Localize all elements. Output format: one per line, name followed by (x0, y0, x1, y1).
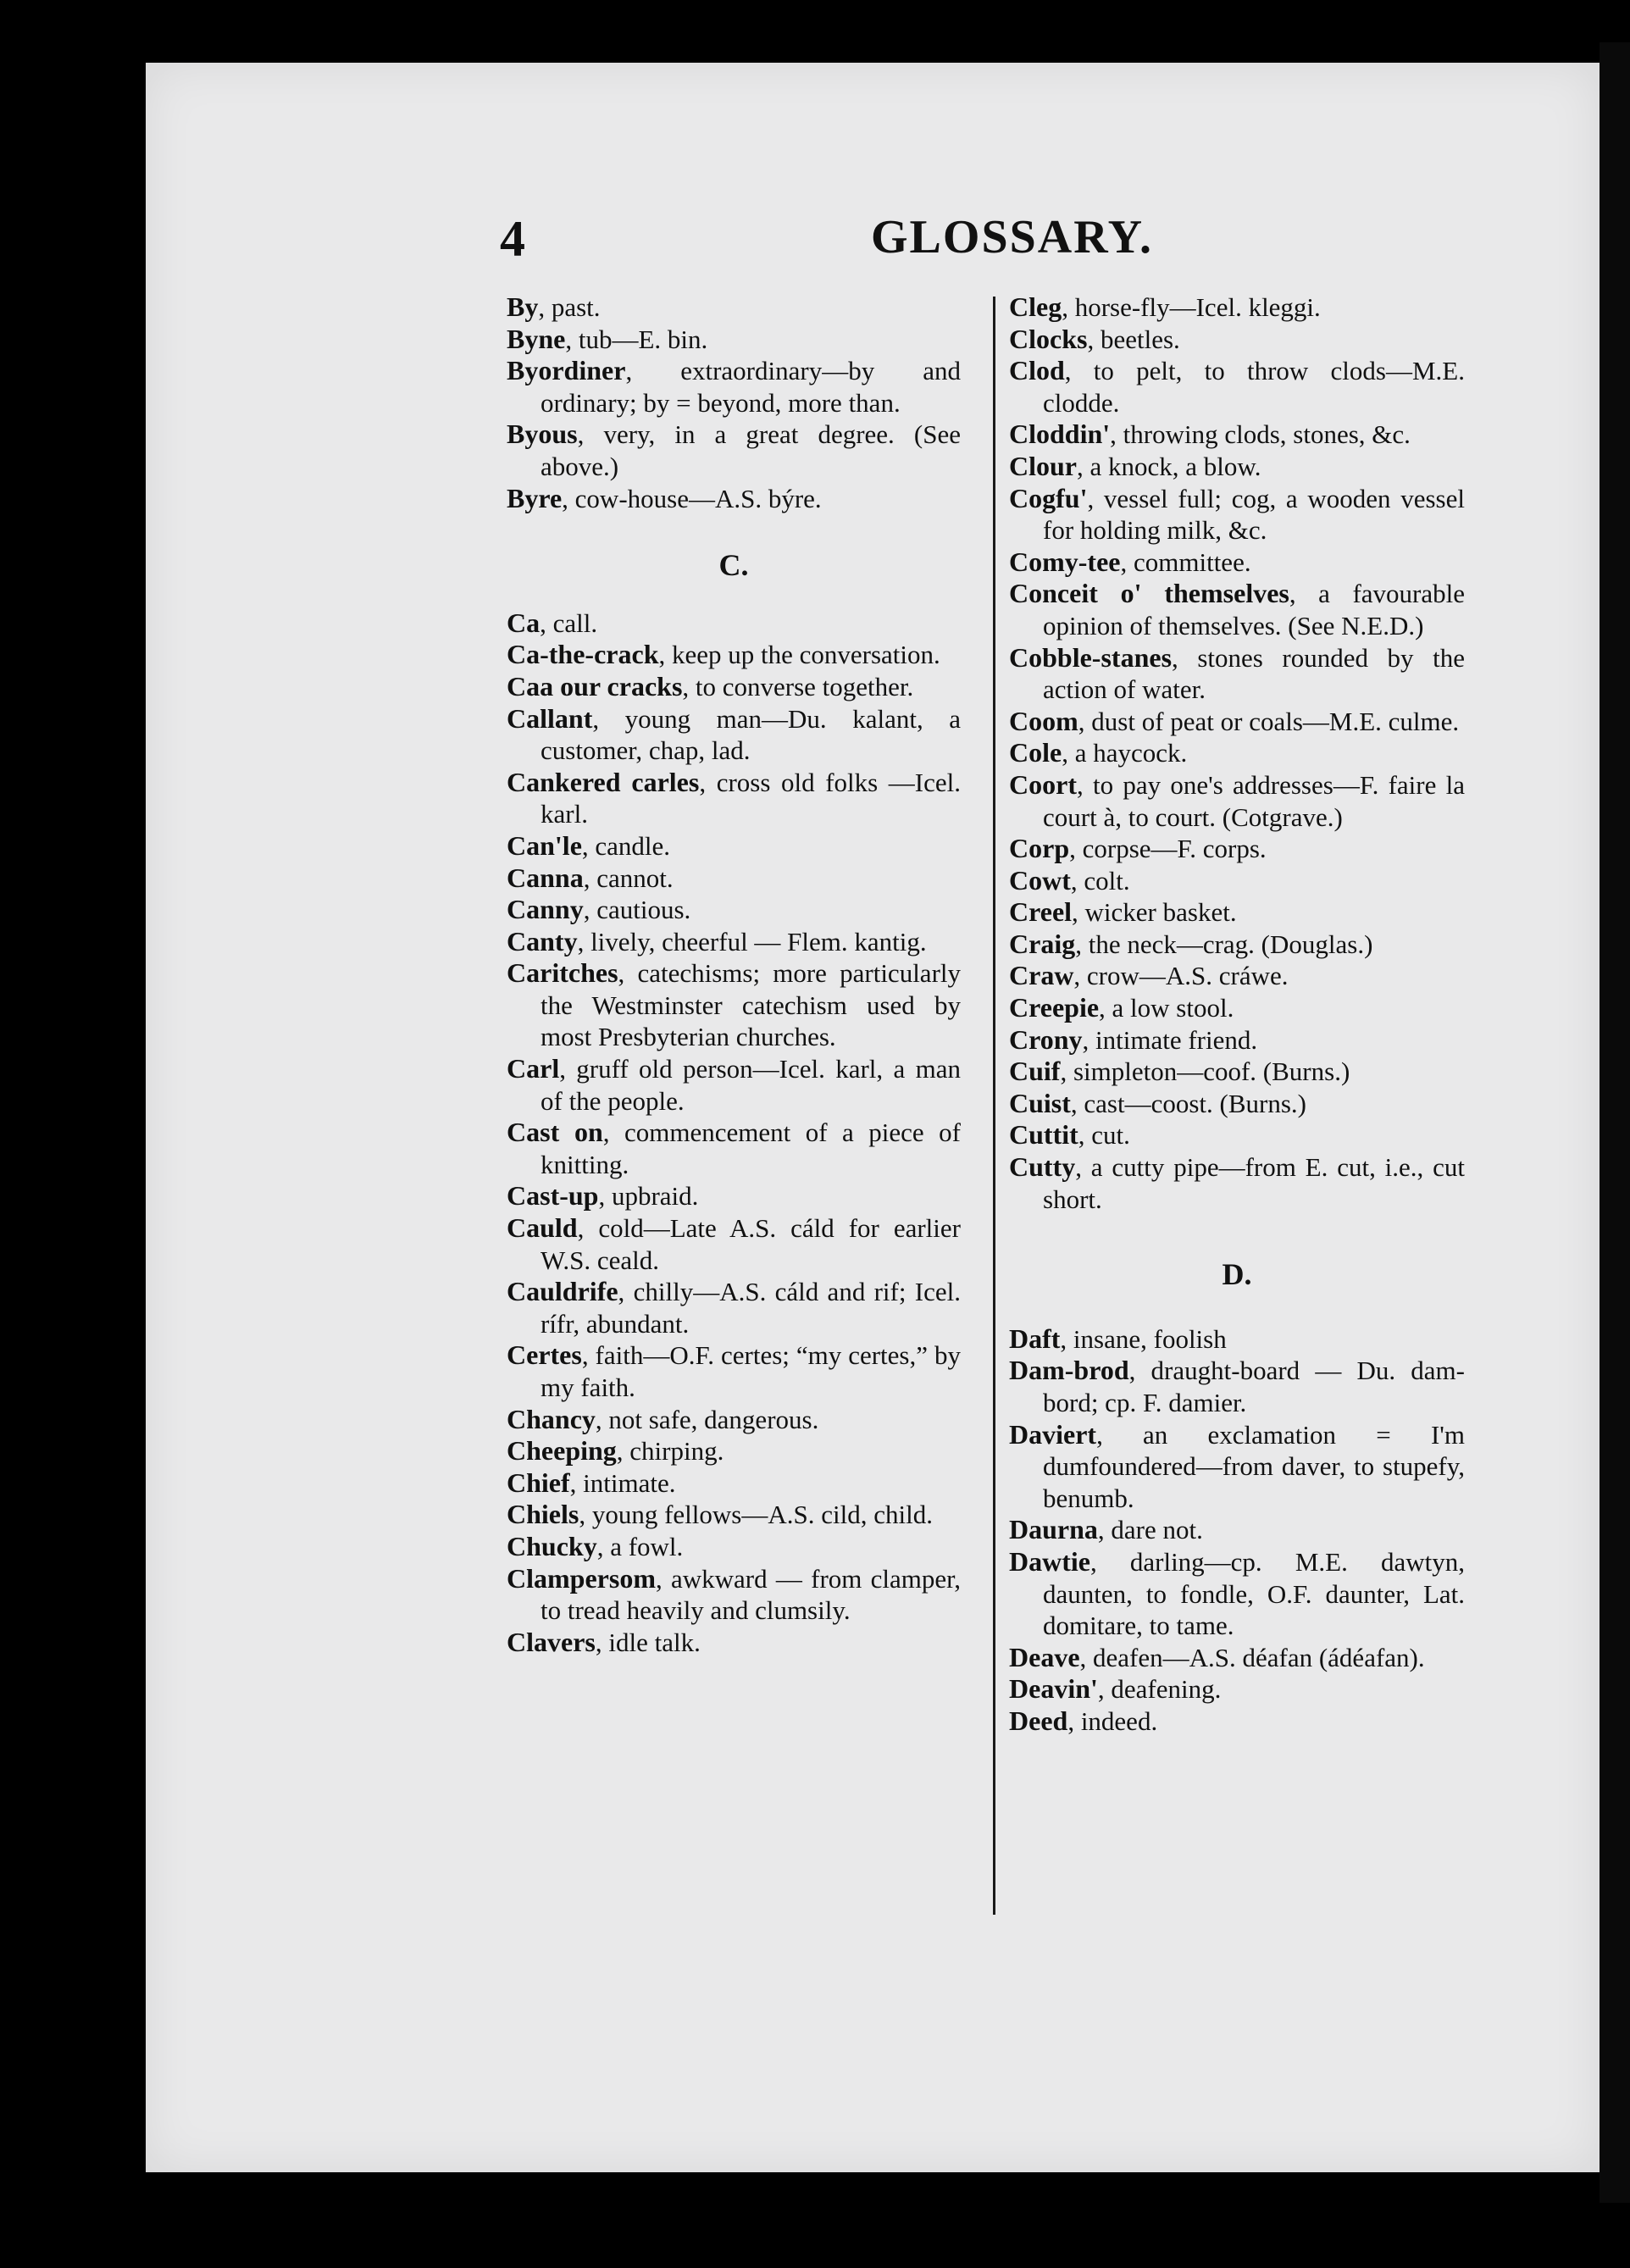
headword: Creepie (1009, 992, 1100, 1023)
glossary-entry (507, 607, 961, 640)
glossary-entry (1009, 865, 1465, 897)
definition: , cautious. (583, 895, 691, 925)
glossary-entry (1009, 1355, 1465, 1418)
definition: , corpse—F. corps. (1069, 834, 1267, 864)
headword: Ca (507, 607, 541, 638)
definition: , indeed. (1067, 1705, 1158, 1736)
glossary-entry (507, 767, 961, 830)
headword: Clocks (1009, 323, 1088, 354)
definition: , call. (540, 607, 598, 638)
headword: Cowt (1009, 864, 1071, 896)
definition: , cut. (1078, 1120, 1130, 1151)
definition: , idle talk. (595, 1627, 701, 1657)
glossary-entry (1009, 642, 1465, 706)
definition: , gruff old person—Icel. karl, a man of the people. (541, 1054, 961, 1116)
page-edge-shadow (1600, 42, 1630, 2203)
headword: Cankered carles (507, 766, 700, 797)
definition: , beetles. (1087, 324, 1180, 354)
definition: , commencement of a piece of knitting. (541, 1117, 962, 1179)
left-column (507, 291, 961, 1658)
headword: Creel (1009, 896, 1073, 928)
glossary-entry (1009, 355, 1465, 419)
glossary-entry (1009, 737, 1465, 769)
headword: Craig (1009, 928, 1076, 959)
glossary-entry (507, 894, 961, 926)
headword: Ca-the-crack (507, 639, 659, 670)
page-header: GLOSSARY. (871, 211, 1153, 263)
definition: , lively, cheerful — Flem. kantig. (577, 926, 927, 957)
glossary-entry (507, 1467, 961, 1500)
headword: Callant (507, 702, 593, 734)
headword: Dawtie (1009, 1545, 1090, 1577)
headword: Chiels (507, 1499, 579, 1530)
headword: Clavers (507, 1626, 596, 1657)
glossary-entry (1009, 1119, 1465, 1151)
glossary-entry (1009, 451, 1465, 483)
headword: Dam-brod (1009, 1355, 1129, 1386)
entry-list-b (507, 291, 961, 514)
definition: , simpleton—coof. (Burns.) (1060, 1056, 1350, 1087)
headword: Cogfu' (1009, 482, 1088, 513)
headword: Chief (507, 1467, 570, 1498)
glossary-entry (1009, 1673, 1465, 1705)
glossary-entry (507, 1499, 961, 1531)
definition: , keep up the conversation. (658, 640, 940, 670)
definition: , extraordinary—by and ordinary; by = beyond, more than. (541, 356, 961, 418)
glossary-entry (507, 1627, 961, 1659)
glossary-entry (507, 1404, 961, 1436)
glossary-entry (1009, 992, 1465, 1024)
glossary-entry (507, 957, 961, 1053)
glossary-entry (507, 419, 961, 482)
column-divider (993, 297, 995, 1915)
definition: , crow—A.S. cráwe. (1073, 961, 1289, 991)
headword: Cuif (1009, 1056, 1061, 1087)
entry-list-d (1009, 1323, 1465, 1738)
headword: Canny (507, 894, 584, 925)
glossary-entry (1009, 578, 1465, 641)
headword: Conceit o' themselves (1009, 578, 1289, 609)
definition: , tub—E. bin. (565, 324, 708, 354)
definition: , a cutty pipe—from E. cut, i.e., cut short. (1043, 1152, 1465, 1214)
glossary-entry (507, 830, 961, 862)
glossary-entry (1009, 1323, 1465, 1356)
entry-list-c (507, 607, 961, 1659)
definition: , draught-board — Du. dam-bord; cp. F. damier. (1043, 1356, 1465, 1417)
definition: , cast—coost. (Burns.) (1070, 1088, 1306, 1118)
definition: , dare not. (1097, 1515, 1203, 1545)
headword: Deed (1009, 1705, 1068, 1736)
definition: , vessel full; cog, a wooden vessel for holding milk, &c. (1043, 483, 1465, 546)
headword: Crony (1009, 1023, 1083, 1055)
headword: Caritches (507, 957, 618, 989)
definition: , to converse together. (682, 671, 914, 701)
glossary-entry (1009, 1419, 1465, 1515)
glossary-entry (507, 639, 961, 671)
glossary-entry (507, 1276, 961, 1339)
headword: By (507, 291, 539, 322)
definition: , cow-house—A.S. býre. (562, 483, 822, 513)
headword: Daurna (1009, 1514, 1098, 1545)
section-heading-d: D. (1222, 1257, 1252, 1292)
definition: , stones rounded by the action of water. (1043, 642, 1465, 705)
glossary-entry (1009, 929, 1465, 961)
headword: Canty (507, 925, 578, 957)
glossary-entry (507, 1339, 961, 1403)
headword: Corp (1009, 833, 1070, 864)
glossary-entry (507, 355, 961, 419)
glossary-entry (507, 291, 961, 324)
headword: Comy-tee (1009, 546, 1121, 577)
headword: Daviert (1009, 1418, 1097, 1450)
glossary-entry (1009, 291, 1465, 324)
definition: , a fowl. (596, 1531, 684, 1561)
glossary-entry (1009, 706, 1465, 738)
glossary-entry (1009, 769, 1465, 833)
glossary-entry (507, 1563, 961, 1627)
definition: , a haycock. (1062, 738, 1188, 768)
glossary-entry (1009, 833, 1465, 865)
headword: Caa our cracks (507, 670, 683, 701)
headword: Byre (507, 482, 563, 513)
glossary-entry (1009, 483, 1465, 546)
headword: Chucky (507, 1530, 597, 1561)
headword: Byne (507, 323, 566, 354)
headword: Cloddin' (1009, 419, 1111, 450)
definition: , a low stool. (1099, 993, 1234, 1023)
section-heading-c: C. (718, 548, 749, 583)
definition: , a knock, a blow. (1077, 451, 1261, 481)
glossary-entry (1009, 896, 1465, 929)
headword: Coort (1009, 768, 1077, 800)
definition: , cold—Late A.S. cáld for earlier W.S. ceald. (541, 1213, 961, 1275)
glossary-entry (507, 862, 961, 895)
glossary-entry (1009, 546, 1465, 579)
headword: Coom (1009, 705, 1078, 736)
page-number: 4 (500, 211, 525, 267)
definition: , young fellows—A.S. cild, child. (579, 1500, 933, 1530)
headword: Cleg (1009, 291, 1062, 322)
glossary-entry (507, 671, 961, 703)
headword: Cuttit (1009, 1119, 1078, 1151)
definition: , chilly—A.S. cáld and rif; Icel. rífr, abundant. (541, 1277, 961, 1339)
definition: , the neck—crag. (Douglas.) (1075, 929, 1373, 959)
headword: Cheeping (507, 1435, 617, 1467)
headword: Daft (1009, 1323, 1061, 1354)
glossary-entry (1009, 1088, 1465, 1120)
headword: Can'le (507, 829, 582, 861)
definition: , candle. (581, 830, 671, 861)
glossary-entry (1009, 1546, 1465, 1642)
definition: , catechisms; more particularly the Westminster catechism used by most Presbyterian churches. (541, 958, 961, 1052)
headword: Craw (1009, 960, 1074, 991)
glossary-entry (1009, 1642, 1465, 1674)
definition: , intimate. (569, 1467, 676, 1498)
definition: , cannot. (583, 862, 674, 893)
definition: , an exclamation = I'm dumfoundered—from daver, to stupefy, benumb. (1043, 1419, 1465, 1513)
glossary-entry (507, 1212, 961, 1276)
definition: , cross old folks —Icel. karl. (541, 767, 962, 829)
glossary-entry (1009, 419, 1465, 451)
headword: Byordiner (507, 355, 626, 386)
definition: , deafening. (1097, 1674, 1222, 1705)
headword: Clampersom (507, 1562, 656, 1594)
headword: Deavin' (1009, 1673, 1098, 1705)
headword: Cobble-stanes (1009, 641, 1173, 673)
definition: , wicker basket. (1072, 897, 1237, 928)
definition: , throwing clods, stones, &c. (1110, 419, 1411, 450)
headword: Cauldrife (507, 1276, 618, 1307)
glossary-entry (507, 1435, 961, 1467)
definition: , dust of peat or coals—M.E. culme. (1078, 706, 1460, 736)
glossary-entry (1009, 324, 1465, 356)
glossary-entry (1009, 1056, 1465, 1088)
headword: Certes (507, 1339, 582, 1371)
headword: Carl (507, 1053, 560, 1084)
headword: Cutty (1009, 1151, 1076, 1183)
headword: Cole (1009, 737, 1062, 768)
definition: , a favourable opinion of themselves. (See N.E.D.) (1043, 579, 1465, 640)
glossary-entry (1009, 960, 1465, 992)
definition: , to pelt, to throw clods—M.E. clodde. (1043, 356, 1465, 418)
headword: Deave (1009, 1641, 1080, 1672)
glossary-entry (1009, 1151, 1465, 1215)
definition: , committee. (1120, 546, 1251, 577)
glossary-entry (507, 703, 961, 767)
headword: Cast on (507, 1117, 603, 1148)
definition: , to pay one's addresses—F. faire la court à, to court. (Cotgrave.) (1043, 769, 1465, 832)
definition: , colt. (1070, 865, 1130, 896)
definition: , deafen—A.S. déafan (ádéafan). (1079, 1642, 1425, 1672)
glossary-entry (507, 1053, 961, 1117)
glossary-entry (1009, 1024, 1465, 1056)
entry-list-c-continued (1009, 291, 1465, 1215)
headword: Clod (1009, 355, 1065, 386)
definition: , chirping. (616, 1436, 724, 1467)
glossary-entry (507, 483, 961, 515)
definition: , darling—cp. M.E. dawtyn, daunten, to fondle, O.F. daunter, Lat. domitare, to tame. (1043, 1546, 1465, 1641)
headword: Clour (1009, 450, 1077, 481)
glossary-entry (507, 324, 961, 356)
definition: , very, in a great degree. (See above.) (541, 419, 961, 481)
definition: , horse-fly—Icel. kleggi. (1062, 292, 1321, 322)
definition: , awkward — from clamper, to tread heavily and clumsily. (541, 1563, 961, 1626)
headword: Canna (507, 862, 584, 893)
headword: Byous (507, 419, 578, 450)
headword: Chancy (507, 1403, 596, 1434)
definition: , young man—Du. kalant, a customer, chap, lad. (541, 703, 961, 766)
glossary-entry (507, 1531, 961, 1563)
definition: , insane, foolish (1060, 1323, 1227, 1354)
definition: , faith—O.F. certes; “my certes,” by my faith. (541, 1340, 961, 1402)
definition: , not safe, dangerous. (595, 1404, 819, 1434)
glossary-entry (1009, 1705, 1465, 1738)
glossary-entry (507, 926, 961, 958)
glossary-entry (507, 1117, 961, 1180)
definition: , intimate friend. (1082, 1024, 1258, 1055)
definition: , upbraid. (598, 1181, 699, 1212)
headword: Cuist (1009, 1087, 1071, 1118)
glossary-entry (1009, 1514, 1465, 1546)
headword: Cast-up (507, 1180, 599, 1212)
headword: Cauld (507, 1212, 578, 1244)
glossary-entry (507, 1180, 961, 1212)
definition: , past. (538, 292, 601, 322)
right-column (1009, 291, 1465, 1738)
